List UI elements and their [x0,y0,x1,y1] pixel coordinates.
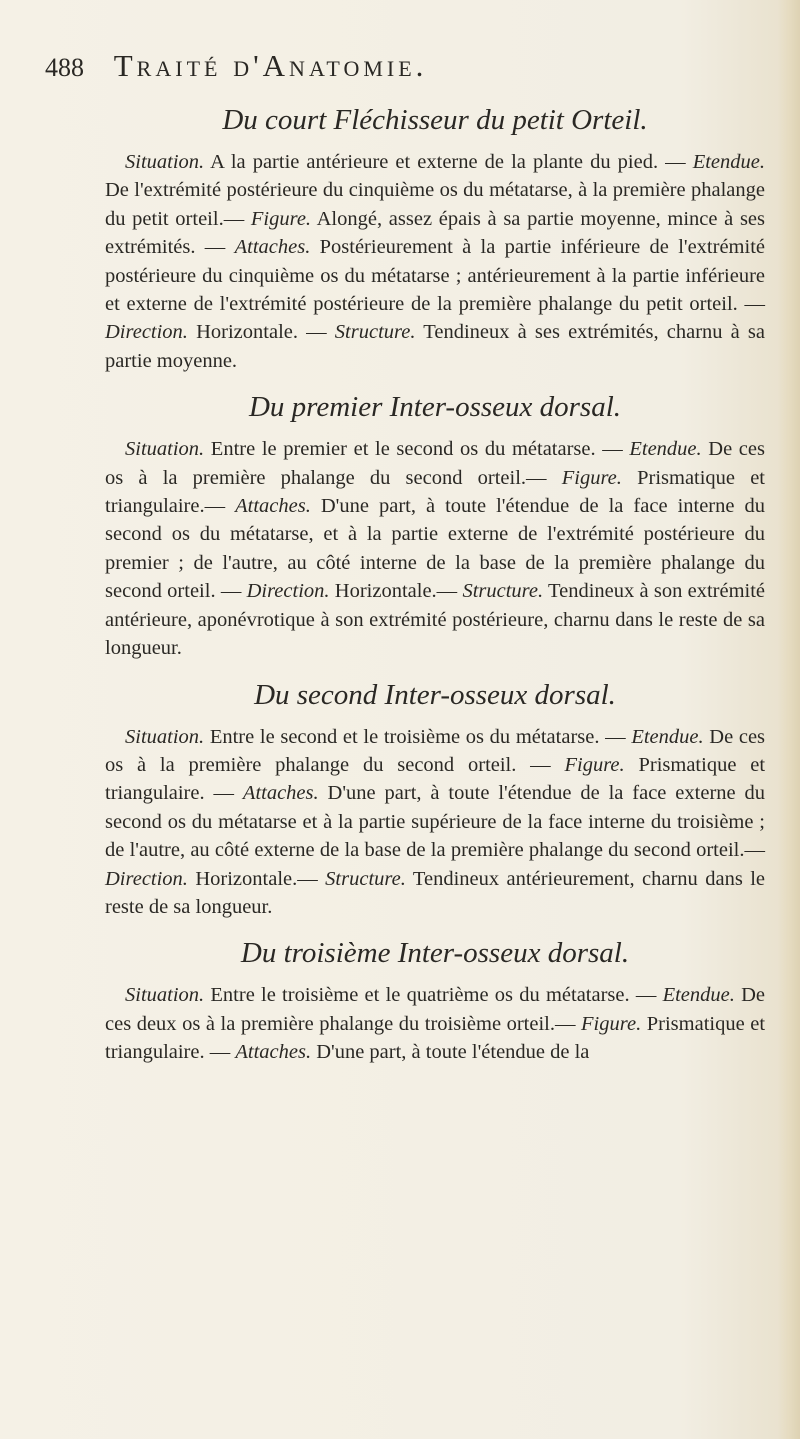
figure-text: Prismatique et triangulaire. — [105,1012,766,1064]
page-number: 488 [45,53,84,82]
section-paragraph [105,435,765,662]
page-edge-shadow [778,0,800,1439]
direction-label: Direction. [105,321,188,344]
direction-label: Direction. [246,580,330,603]
attaches-label: Attaches. [234,236,311,259]
figure-label: Figure. [581,1012,642,1035]
etendue-label: Etendue. [692,151,765,173]
attaches-text: D'une part, à toute l'étendue de la [316,1041,590,1064]
attaches-text: D'une part, à toute l'étendue de la face externe du second os du métatarse et à la partie supérieure de la face interne du troisième ; de l'autre, au côté externe de la base de la première phalange du second orteil.— [105,782,766,862]
figure-label: Figure. [564,753,625,776]
etendue-label: Etendue. [662,984,735,1007]
situation-label: Situation. [125,984,205,1007]
attaches-label: Attaches. [235,495,311,518]
etendue-label: Etendue. [629,438,702,461]
situation-label: Situation. [125,438,205,461]
section-paragraph [105,148,765,375]
situation-label: Situation. [125,725,205,748]
situation-text: Entre le troisième et le quatrième os du métatarse. — [210,984,657,1007]
structure-label: Structure. [334,321,416,344]
situation-label: Situation. [125,151,205,173]
figure-text: Prismatique et triangulaire. — [105,753,766,805]
etendue-label: Etendue. [631,725,704,748]
situation-text: A la partie antérieure et externe de la plante du pied. — [210,151,686,173]
attaches-text: D'une part, à toute l'étendue de la face interne du second os du métatarse, et à la partie externe de l'extrémité postérieure du premier ; de l'autre, au côté interne de la base de la première phalange du second orteil. — [105,495,765,603]
page-body [105,96,765,1081]
structure-label: Structure. [325,867,406,890]
section-heading-troisieme-inter-osseux: Du troisième Inter-osseux dorsal. [240,937,630,970]
etendue-text: De ces os à la première phalange du second orteil.— [105,438,765,489]
structure-text: Tendineux à ses extrémités, charnu à sa partie moyenne. [105,321,765,372]
structure-label: Structure. [462,580,544,603]
figure-label: Figure. [250,207,312,230]
attaches-label: Attaches. [235,1041,312,1064]
figure-label: Figure. [561,466,622,489]
direction-text: Horizontale.— [195,867,318,890]
section-heading-second-inter-osseux: Du second Inter-osseux dorsal. [254,678,616,711]
direction-label: Direction. [105,867,188,890]
section-paragraph [105,723,765,922]
structure-text: Tendineux antérieurement, charnu dans le reste de sa longueur. [105,867,766,918]
section-paragraph [105,981,765,1066]
etendue-text: De l'extrémité postérieure du cinquième os du métatarse, à la première phalange du petit orteil.— [105,179,765,230]
direction-text: Horizontale.— [334,580,458,603]
direction-text: Horizontale. — [196,321,327,344]
attaches-label: Attaches. [242,782,319,805]
etendue-text: De ces os à la première phalange du second orteil. — [105,725,766,776]
section-heading-premier-inter-osseux: Du premier Inter-osseux dorsal. [248,391,622,424]
situation-text: Entre le premier et le second os du métatarse. — [210,438,623,461]
attaches-text: Postérieurement à la partie inférieure de l'extrémité postérieure du cinquième os du métatarse ; antérieurement à la partie inférieure et externe de l'extrémité postérieure de la première phalange du petit orteil. — [105,236,765,316]
figure-text: Prismatique et triangulaire.— [105,466,766,518]
situation-text: Entre le second et le troisième os du métatarse. — [209,725,626,748]
figure-text: Alongé, assez épais à sa partie moyenne, mince à ses extrémités. — [105,207,766,259]
running-title: Traité d'Anatomie. [113,48,428,83]
section-heading-court-flechisseur: Du court Fléchisseur du petit Orteil. [222,104,648,136]
etendue-text: De ces deux os à la première phalange du troisième orteil.— [105,984,766,1035]
running-header [45,48,725,84]
structure-text: Tendineux à son extrémité antérieure, aponévrotique à son extrémité postérieure, charnu dans le reste de sa longueur. [105,580,766,660]
